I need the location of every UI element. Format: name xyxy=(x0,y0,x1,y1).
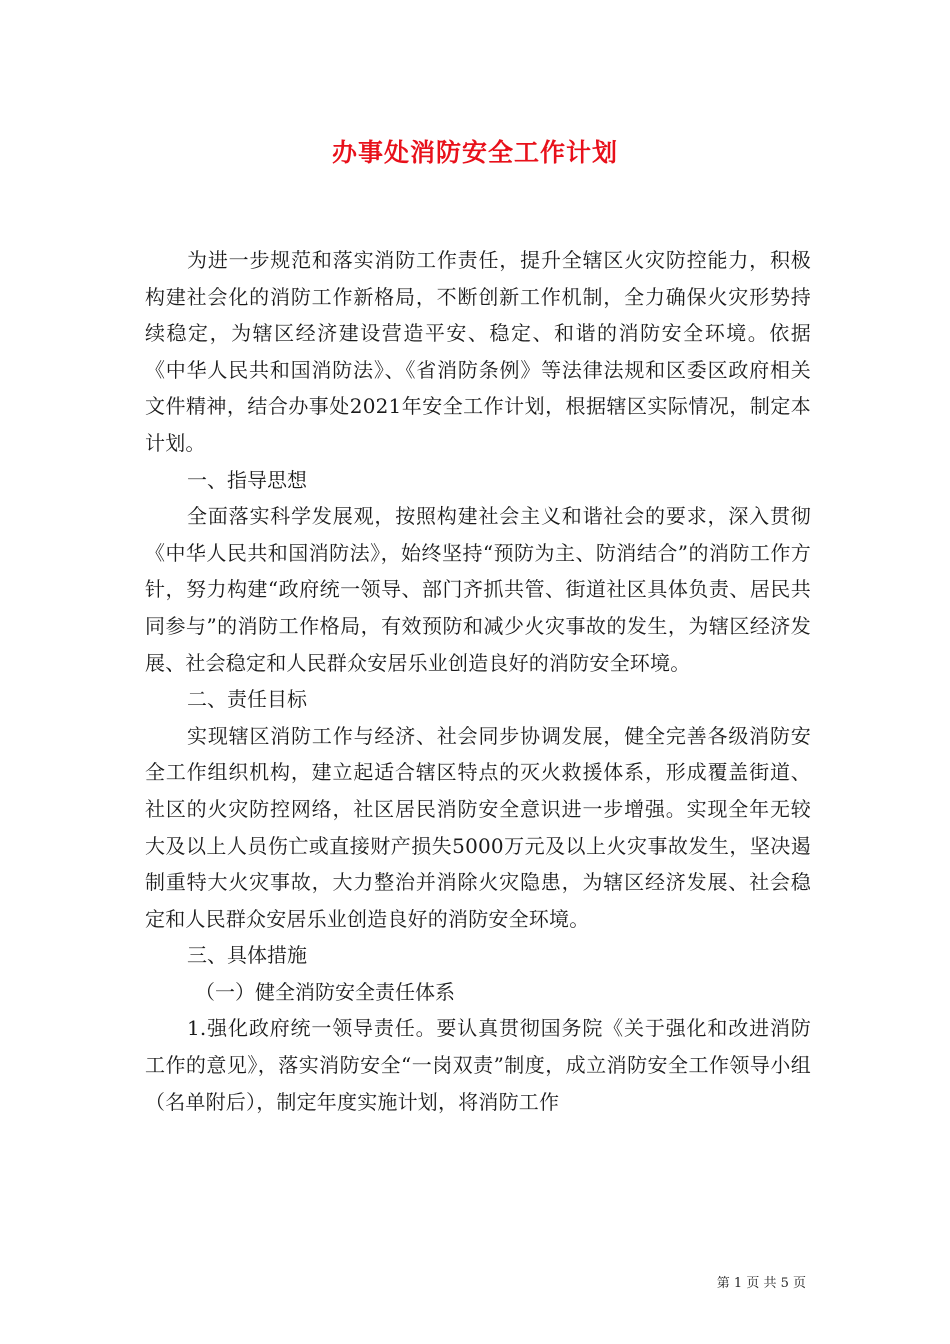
section-heading-guiding-ideology: 一、指导思想 xyxy=(187,467,307,492)
guiding-ideology-paragraph: 全面落实科学发展观，按照构建社会主义和谐社会的要求，深入贯彻《中华人民共和国消防法》，始终坚持“预防为主、防消结合”的消防工作方针，努力构建“政府统一领导、部门齐抓共管、街道社区具体负责、居民共同参与”的消防工作格局，有效预防和减少火灾事故的发生，为辖区经济发展、社会稳定和人民群众安居乐业创造良好的消防安全环境。 xyxy=(145,504,811,675)
section-heading-specific-measures: 三、具体措施 xyxy=(187,943,307,968)
document-body xyxy=(145,242,811,1120)
intro-paragraph: 为进一步规范和落实消防工作责任，提升全辖区火灾防控能力，积极构建社会化的消防工作新格局，不断创新工作机制，全力确保火灾形势持续稳定，为辖区经济建设营造平安、稳定、和谐的消防安全环境。依据《中华人民共和国消防法》、《省消防条例》等法律法规和区委区政府相关文件精神，结合办事处2021年安全工作计划，根据辖区实际情况，制定本计划。 xyxy=(145,248,811,455)
subsection-heading-responsibility-system: （一）健全消防安全责任体系 xyxy=(195,979,455,1004)
measure-1-paragraph: 1.强化政府统一领导责任。要认真贯彻国务院《关于强化和改进消防工作的意见》，落实消防安全“一岗双责”制度，成立消防安全工作领导小组（名单附后），制定年度实施计划，将消防工作 xyxy=(145,1016,811,1114)
section-heading-responsibility-goals: 二、责任目标 xyxy=(187,687,307,712)
document-title: 办事处消防安全工作计划 xyxy=(331,138,618,167)
page-number: 第 1 页 共 5 页 xyxy=(716,1276,806,1291)
responsibility-goals-paragraph: 实现辖区消防工作与经济、社会同步协调发展，健全完善各级消防安全工作组织机构，建立起适合辖区特点的灭火救援体系，形成覆盖街道、社区的火灾防控网络，社区居民消防安全意识进一步增强。实现全年无较大及以上人员伤亡或直接财产损失5000万元及以上火灾事故发生，坚决遏制重特大火灾事故，大力整治并消除火灾隐患，为辖区经济发展、社会稳定和人民群众安居乐业创造良好的消防安全环境。 xyxy=(145,723,811,931)
